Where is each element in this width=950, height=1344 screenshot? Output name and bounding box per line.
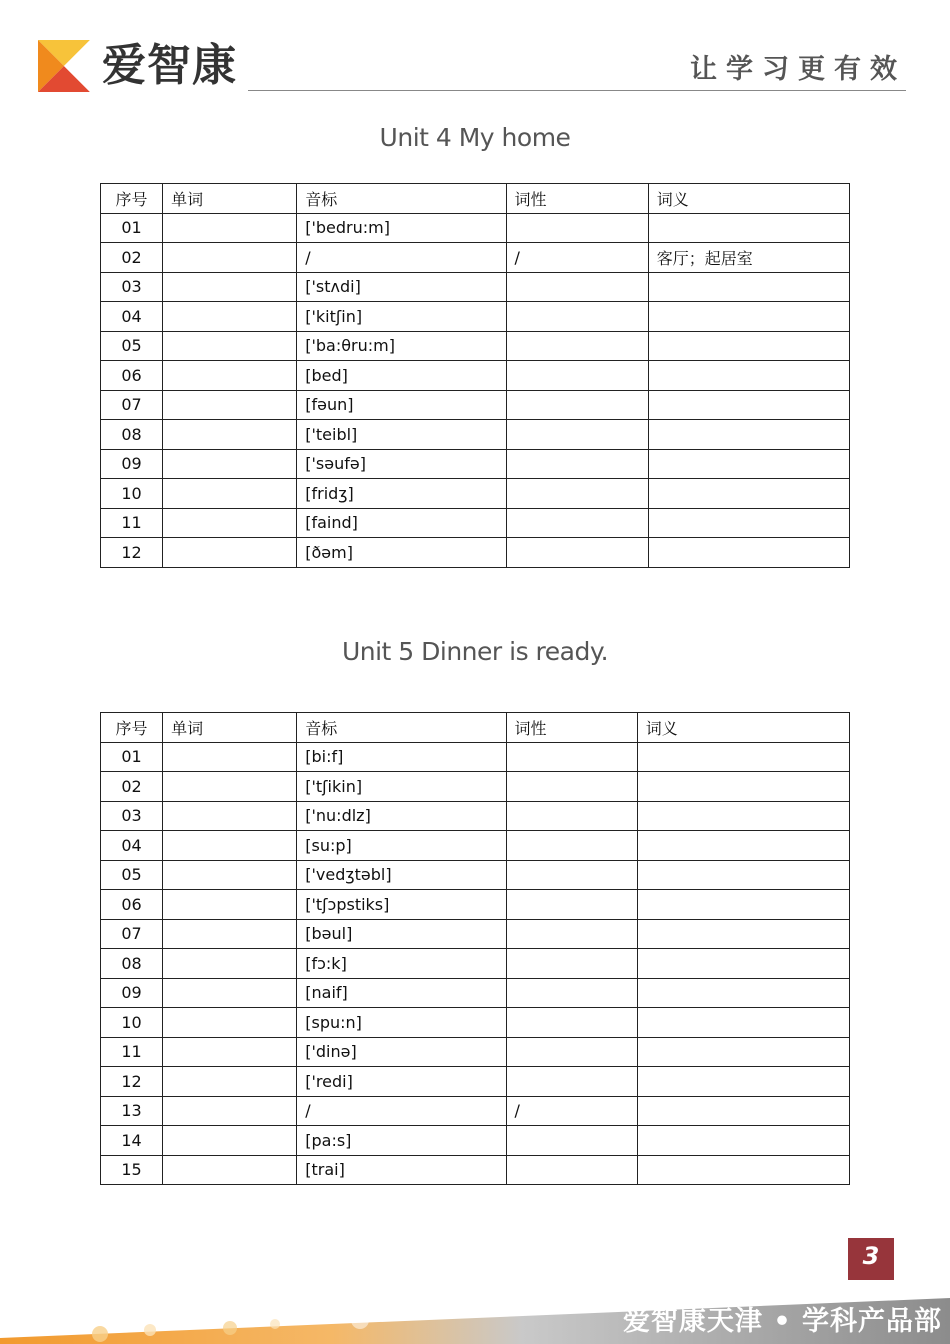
cell-phonetic: [bi:f]	[297, 742, 506, 772]
cell-pos	[506, 302, 648, 332]
cell-word	[163, 1067, 297, 1097]
cell-phonetic: [su:p]	[297, 831, 506, 861]
cell-index: 06	[101, 890, 163, 920]
col-header-pos: 词性	[506, 713, 637, 743]
cell-index: 11	[101, 508, 163, 538]
cell-phonetic: ['ba:θru:m]	[297, 331, 506, 361]
cell-word	[163, 860, 297, 890]
table-row	[101, 801, 850, 831]
cell-pos	[506, 949, 637, 979]
cell-pos	[506, 420, 648, 450]
cell-pos	[506, 361, 648, 391]
cell-pos	[506, 831, 637, 861]
cell-meaning	[637, 1067, 849, 1097]
cell-phonetic: ['nu:dlz]	[297, 801, 506, 831]
table-row	[101, 978, 850, 1008]
cell-meaning	[637, 1126, 849, 1156]
unit5-vocab-table	[100, 712, 850, 1185]
cell-index: 11	[101, 1037, 163, 1067]
col-header-word: 单词	[163, 184, 297, 214]
cell-index: 07	[101, 919, 163, 949]
cell-meaning	[637, 1008, 849, 1038]
table-row	[101, 1037, 850, 1067]
cell-pos	[506, 978, 637, 1008]
cell-phonetic: ['teibl]	[297, 420, 506, 450]
cell-index: 12	[101, 538, 163, 568]
logo-text: 爱智康	[102, 40, 237, 91]
table-row	[101, 1126, 850, 1156]
cell-pos	[506, 772, 637, 802]
table-row	[101, 302, 850, 332]
cell-pos	[506, 213, 648, 243]
table-row	[101, 420, 850, 450]
cell-meaning	[637, 801, 849, 831]
cell-meaning	[648, 213, 849, 243]
table-row	[101, 213, 850, 243]
cell-index: 14	[101, 1126, 163, 1156]
cell-index: 08	[101, 949, 163, 979]
cell-pos	[506, 742, 637, 772]
cell-word	[163, 949, 297, 979]
cell-index: 09	[101, 449, 163, 479]
cell-word	[163, 479, 297, 509]
cell-meaning	[648, 331, 849, 361]
table-header-row	[101, 713, 850, 743]
cell-meaning	[648, 390, 849, 420]
cell-meaning	[648, 272, 849, 302]
cell-meaning	[648, 302, 849, 332]
cell-index: 07	[101, 390, 163, 420]
col-header-pos: 词性	[506, 184, 648, 214]
table-row	[101, 860, 850, 890]
cell-phonetic: [bəul]	[297, 919, 506, 949]
cell-index: 13	[101, 1096, 163, 1126]
cell-word	[163, 1155, 297, 1185]
cell-word	[163, 361, 297, 391]
cell-index: 05	[101, 860, 163, 890]
cell-index: 10	[101, 1008, 163, 1038]
header-divider	[248, 90, 906, 91]
cell-pos	[506, 919, 637, 949]
cell-meaning	[637, 949, 849, 979]
cell-word	[163, 302, 297, 332]
cell-word	[163, 390, 297, 420]
logo-icon	[38, 40, 90, 92]
table-row	[101, 538, 850, 568]
cell-meaning	[637, 1037, 849, 1067]
table-row	[101, 1096, 850, 1126]
table-row	[101, 919, 850, 949]
cell-meaning	[637, 772, 849, 802]
cell-word	[163, 1126, 297, 1156]
col-header-phonetic: 音标	[297, 713, 506, 743]
cell-word	[163, 1096, 297, 1126]
table-row	[101, 243, 850, 273]
table-row	[101, 890, 850, 920]
slogan: 让学习更有效	[690, 54, 906, 85]
cell-pos	[506, 1126, 637, 1156]
unit4-title: Unit 4 My home	[379, 123, 571, 152]
cell-phonetic: [spu:n]	[297, 1008, 506, 1038]
cell-phonetic: ['redi]	[297, 1067, 506, 1097]
table-header-row	[101, 184, 850, 214]
cell-meaning	[648, 361, 849, 391]
cell-pos	[506, 1155, 637, 1185]
table-row	[101, 949, 850, 979]
cell-word	[163, 1008, 297, 1038]
cell-meaning	[637, 919, 849, 949]
cell-word	[163, 919, 297, 949]
cell-phonetic: [trai]	[297, 1155, 506, 1185]
cell-word	[163, 243, 297, 273]
cell-meaning	[637, 742, 849, 772]
col-header-phonetic: 音标	[297, 184, 506, 214]
cell-phonetic: [fəun]	[297, 390, 506, 420]
cell-meaning	[637, 1155, 849, 1185]
cell-pos	[506, 331, 648, 361]
footer-text: 爱智康天津 • 学科产品部	[622, 1306, 942, 1337]
cell-phonetic: ['vedʒtəbl]	[297, 860, 506, 890]
cell-word	[163, 538, 297, 568]
cell-pos	[506, 479, 648, 509]
cell-pos	[506, 1067, 637, 1097]
page-number: 3	[848, 1238, 894, 1280]
cell-meaning	[637, 978, 849, 1008]
cell-index: 04	[101, 302, 163, 332]
unit5-title: Unit 5 Dinner is ready.	[341, 637, 609, 666]
table-row	[101, 479, 850, 509]
cell-pos	[506, 272, 648, 302]
cell-word	[163, 420, 297, 450]
cell-phonetic: [pa:s]	[297, 1126, 506, 1156]
cell-phonetic: ['tʃɔpstiks]	[297, 890, 506, 920]
cell-meaning	[648, 420, 849, 450]
cell-pos: /	[506, 1096, 637, 1126]
cell-index: 02	[101, 243, 163, 273]
cell-index: 03	[101, 801, 163, 831]
cell-phonetic: ['dinə]	[297, 1037, 506, 1067]
col-header-word: 单词	[163, 713, 297, 743]
cell-phonetic: [naif]	[297, 978, 506, 1008]
cell-pos	[506, 890, 637, 920]
cell-word	[163, 890, 297, 920]
cell-meaning	[637, 890, 849, 920]
cell-word	[163, 508, 297, 538]
col-header-index: 序号	[101, 713, 163, 743]
cell-index: 06	[101, 361, 163, 391]
col-header-meaning: 词义	[648, 184, 849, 214]
cell-index: 05	[101, 331, 163, 361]
cell-pos	[506, 390, 648, 420]
table-row	[101, 361, 850, 391]
cell-index: 10	[101, 479, 163, 509]
cell-index: 04	[101, 831, 163, 861]
cell-word	[163, 272, 297, 302]
table-row	[101, 831, 850, 861]
cell-index: 08	[101, 420, 163, 450]
cell-index: 01	[101, 742, 163, 772]
cell-pos	[506, 1008, 637, 1038]
table-row	[101, 1067, 850, 1097]
cell-phonetic: [ðəm]	[297, 538, 506, 568]
table-row	[101, 772, 850, 802]
cell-word	[163, 449, 297, 479]
cell-meaning	[648, 479, 849, 509]
cell-phonetic: ['tʃikin]	[297, 772, 506, 802]
cell-phonetic: /	[297, 1096, 506, 1126]
cell-pos	[506, 801, 637, 831]
cell-phonetic: [bed]	[297, 361, 506, 391]
table-row	[101, 331, 850, 361]
page-header	[0, 0, 950, 100]
cell-word	[163, 801, 297, 831]
cell-meaning	[648, 508, 849, 538]
cell-phonetic: [faind]	[297, 508, 506, 538]
cell-pos	[506, 538, 648, 568]
table-row	[101, 1155, 850, 1185]
cell-phonetic: ['səufə]	[297, 449, 506, 479]
cell-index: 15	[101, 1155, 163, 1185]
cell-pos	[506, 1037, 637, 1067]
cell-word	[163, 978, 297, 1008]
col-header-meaning: 词义	[637, 713, 849, 743]
cell-phonetic: [fridʒ]	[297, 479, 506, 509]
cell-word	[163, 772, 297, 802]
cell-pos	[506, 449, 648, 479]
cell-pos: /	[506, 243, 648, 273]
unit4-vocab-table	[100, 183, 850, 568]
cell-phonetic: ['bedru:m]	[297, 213, 506, 243]
cell-phonetic: ['stʌdi]	[297, 272, 506, 302]
cell-meaning	[648, 538, 849, 568]
cell-pos	[506, 508, 648, 538]
cell-word	[163, 331, 297, 361]
cell-word	[163, 742, 297, 772]
cell-pos	[506, 860, 637, 890]
table-row	[101, 390, 850, 420]
cell-meaning	[637, 860, 849, 890]
cell-meaning	[637, 1096, 849, 1126]
table-row	[101, 508, 850, 538]
cell-phonetic: ['kitʃin]	[297, 302, 506, 332]
cell-index: 02	[101, 772, 163, 802]
table-row	[101, 1008, 850, 1038]
cell-index: 09	[101, 978, 163, 1008]
cell-word	[163, 831, 297, 861]
table-row	[101, 449, 850, 479]
cell-meaning	[637, 831, 849, 861]
cell-index: 01	[101, 213, 163, 243]
cell-index: 12	[101, 1067, 163, 1097]
cell-phonetic: /	[297, 243, 506, 273]
cell-meaning: 客厅；起居室	[648, 243, 849, 273]
cell-phonetic: [fɔ:k]	[297, 949, 506, 979]
cell-word	[163, 1037, 297, 1067]
cell-index: 03	[101, 272, 163, 302]
cell-word	[163, 213, 297, 243]
cell-meaning	[648, 449, 849, 479]
table-row	[101, 272, 850, 302]
col-header-index: 序号	[101, 184, 163, 214]
table-row	[101, 742, 850, 772]
